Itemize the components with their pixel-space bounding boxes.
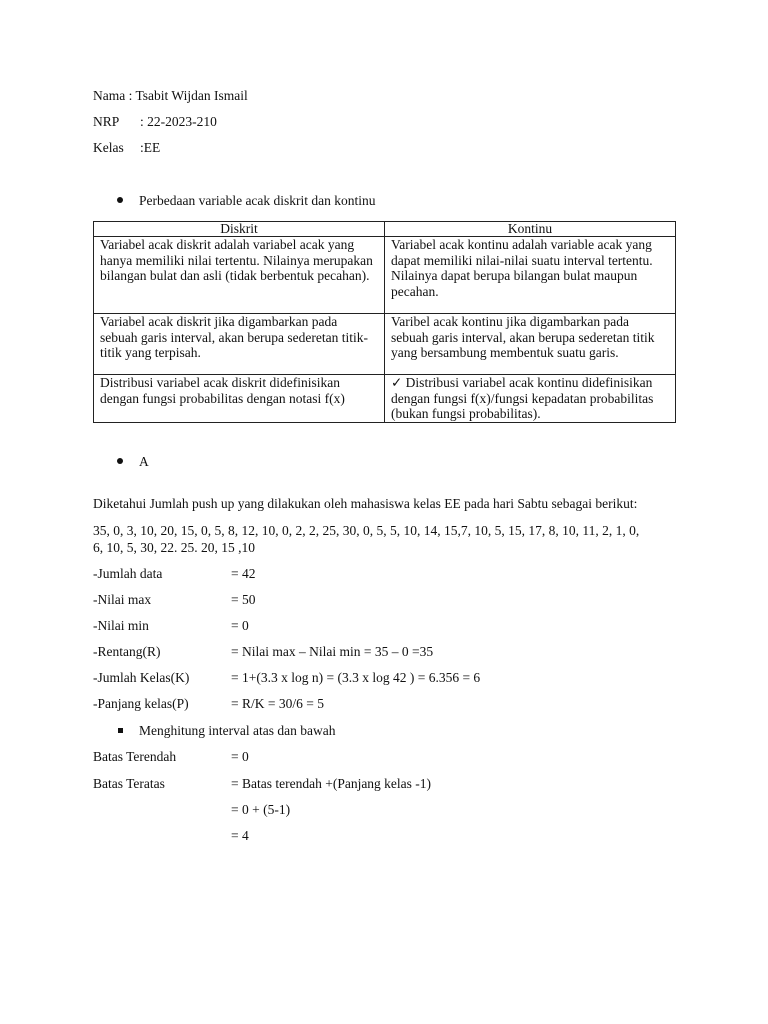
bullet-icon bbox=[117, 458, 123, 464]
interval-value: = 0 bbox=[231, 749, 249, 764]
interval-value: = Batas terendah +(Panjang kelas -1) bbox=[231, 776, 432, 791]
stat-label: -Jumlah data bbox=[93, 566, 163, 581]
data-values-line-1: 35, 0, 3, 10, 20, 15, 0, 5, 8, 12, 10, 0, 2, 2, 25, 30, 0, 5, 5, 10, 14, 15,7, 10, 5, 15, 17, 8, 10, 11, 2, 1, 0, bbox=[93, 523, 640, 538]
table-row bbox=[94, 314, 676, 375]
table-cell: Varibel acak kontinu jika digambarkan pada sebuah garis interval, akan berupa sederetan titik yang bersambung membentuk suatu garis. bbox=[385, 314, 676, 375]
table-header-diskrit: Diskrit bbox=[94, 222, 385, 237]
stat-value: = 1+(3.3 x log n) = (3.3 x log 42 ) = 6.356 = 6 bbox=[231, 670, 481, 685]
table-cell: Variabel acak diskrit adalah variabel acak yang hanya memiliki nilai tertentu. Nilainya merupakan bilangan bulat dan asli (tidak berbentuk pecahan). bbox=[94, 237, 385, 314]
stat-label: -Panjang kelas(P) bbox=[93, 696, 189, 711]
stat-label: -Rentang(R) bbox=[93, 644, 161, 659]
stat-value: = 0 bbox=[231, 618, 249, 633]
kelas-value: :EE bbox=[140, 140, 161, 155]
comparison-table bbox=[93, 221, 676, 423]
interval-label: Batas Terendah bbox=[93, 749, 177, 764]
stat-label: -Jumlah Kelas(K) bbox=[93, 670, 190, 685]
bullet-icon bbox=[117, 197, 123, 203]
table-cell: Variabel acak kontinu adalah variable acak yang dapat memiliki nilai-nilai suatu interval tertentu. Nilainya dapat berupa bilangan bulat maupun pecahan. bbox=[385, 237, 676, 314]
data-values-line-2: 6, 10, 5, 30, 22. 25. 20, 15 ,10 bbox=[93, 540, 255, 555]
table-row bbox=[94, 237, 676, 314]
table-header-row bbox=[94, 222, 676, 237]
stat-value: = Nilai max – Nilai min = 35 – 0 =35 bbox=[231, 644, 434, 659]
interval-label: Batas Teratas bbox=[93, 776, 165, 791]
square-bullet-icon bbox=[118, 728, 123, 733]
nrp-label: NRP bbox=[93, 114, 120, 129]
table-header-kontinu: Kontinu bbox=[385, 222, 676, 237]
problem-intro: Diketahui Jumlah push up yang dilakukan oleh mahasiswa kelas EE pada hari Sabtu sebagai berikut: bbox=[93, 496, 638, 511]
table-cell: ✓ Distribusi variabel acak kontinu didefinisikan dengan fungsi f(x)/fungsi kepadatan probabilitas (bukan fungsi probabilitas). bbox=[385, 375, 676, 423]
nrp-value: : 22-2023-210 bbox=[140, 114, 217, 129]
table-cell: Distribusi variabel acak diskrit didefinisikan dengan fungsi probabilitas dengan notasi f(x) bbox=[94, 375, 385, 423]
interval-value: = 4 bbox=[231, 828, 249, 843]
table-row bbox=[94, 375, 676, 423]
kelas-label: Kelas bbox=[93, 140, 124, 155]
stat-value: = 42 bbox=[231, 566, 256, 581]
section-heading-a: A bbox=[139, 454, 149, 469]
stat-label: -Nilai min bbox=[93, 618, 149, 633]
stat-value: = 50 bbox=[231, 592, 256, 607]
sub-heading-interval: Menghitung interval atas dan bawah bbox=[139, 723, 336, 738]
table-cell: Variabel acak diskrit jika digambarkan pada sebuah garis interval, akan berupa sederetan titik-titik yang terpisah. bbox=[94, 314, 385, 375]
stat-label: -Nilai max bbox=[93, 592, 152, 607]
interval-value: = 0 + (5-1) bbox=[231, 802, 291, 817]
student-name: Nama : Tsabit Wijdan Ismail bbox=[93, 88, 248, 103]
section-heading-perbedaan: Perbedaan variable acak diskrit dan kontinu bbox=[139, 193, 376, 208]
stat-value: = R/K = 30/6 = 5 bbox=[231, 696, 324, 711]
